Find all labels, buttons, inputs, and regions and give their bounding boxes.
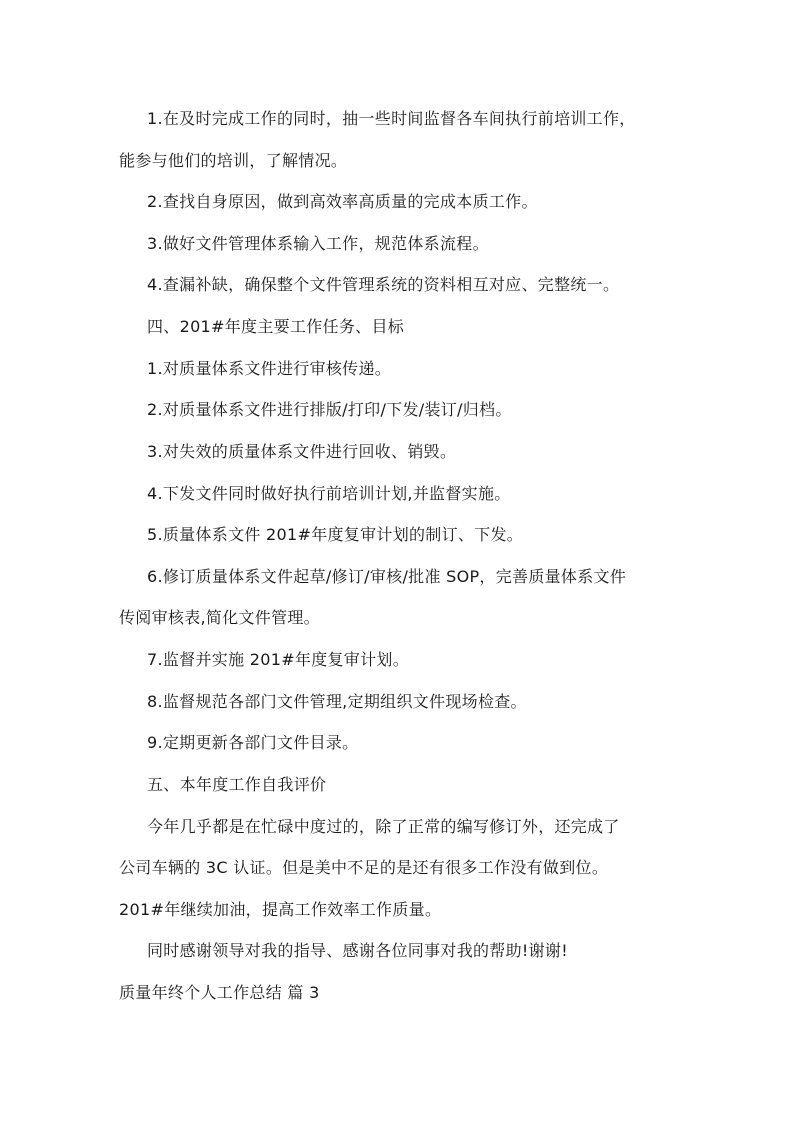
paragraph-line-8: 2.对质量体系文件进行排版/打印/下发/装订/归档。 [147,400,512,419]
paragraph-line-15: 8.监督规范各部门文件管理,定期组织文件现场检查。 [147,692,527,711]
paragraph-line-12: 6.修订质量体系文件起草/修订/审核/批准 SOP，完善质量体系文件 [147,567,627,586]
paragraph-line-5: 4.查漏补缺，确保整个文件管理系统的资料相互对应、完整统一。 [147,275,620,294]
section-heading-5: 五、本年度工作自我评价 [147,775,327,794]
paragraph-line-10: 4.下发文件同时做好执行前培训计划,并监督实施。 [147,484,511,503]
paragraph-line-7: 1.对质量体系文件进行审核传递。 [147,359,392,378]
paragraph-line-1: 1.在及时完成工作的同时，抽一些时间监督各车间执行前培训工作， [147,109,636,128]
paragraph-line-16: 9.定期更新各部门文件目录。 [147,733,359,752]
paragraph-line-3: 2.查找自身原因，做到高效率高质量的完成本质工作。 [147,192,538,211]
paragraph-line-13: 传阅审核表,简化文件管理。 [119,608,320,627]
paragraph-line-20: 201#年继续加油，提高工作效率工作质量。 [119,900,442,919]
paragraph-line-21: 同时感谢领导对我的指导、感谢各位同事对我的帮助!谢谢! [147,941,568,960]
paragraph-line-2: 能参与他们的培训，了解情况。 [119,151,348,170]
article-title: 质量年终个人工作总结 篇 3 [119,983,320,1002]
section-heading-4: 四、201#年度主要工作任务、目标 [147,317,405,336]
paragraph-line-11: 5.质量体系文件 201#年度复审计划的制订、下发。 [147,525,524,544]
paragraph-line-9: 3.对失效的质量体系文件进行回收、销毁。 [147,442,457,461]
paragraph-line-19: 公司车辆的 3C 认证。但是美中不足的是还有很多工作没有做到位。 [119,858,609,877]
paragraph-line-4: 3.做好文件管理体系输入工作，规范体系流程。 [147,234,489,253]
paragraph-line-14: 7.监督并实施 201#年度复审计划。 [147,650,409,669]
paragraph-line-18: 今年几乎都是在忙碌中度过的，除了正常的编写修订外，还完成了 [147,817,620,836]
